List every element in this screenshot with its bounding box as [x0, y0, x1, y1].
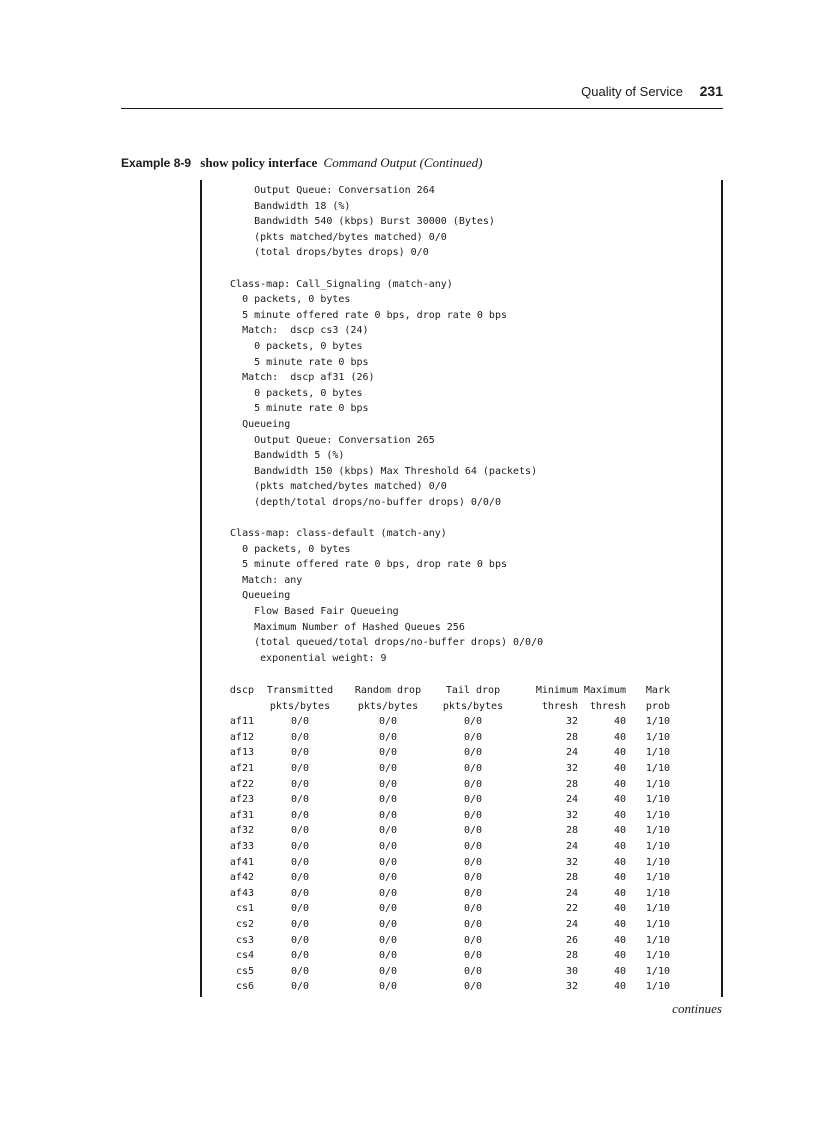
cell-transmitted: 0/0 — [290, 887, 310, 899]
cell-tail-drop: 0/0 — [463, 903, 483, 915]
cell-tail-drop: 0/0 — [463, 965, 483, 977]
code-block-left-rule — [200, 180, 202, 997]
cell-tail-drop: 0/0 — [463, 716, 483, 728]
code-line: Match: dscp cs3 (24) — [218, 325, 369, 337]
example-caption — [121, 155, 482, 171]
col-header-dscp: dscp — [229, 685, 254, 696]
cell-mark-prob: 1/10 — [645, 778, 670, 790]
cell-mark-prob: 1/10 — [645, 716, 670, 728]
code-line: Bandwidth 5 (%) — [218, 450, 345, 462]
col-subheader-maximum: thresh — [589, 700, 626, 712]
cell-dscp: af13 — [229, 747, 254, 759]
cell-max-thresh: 40 — [613, 934, 626, 946]
code-line: 0 packets, 0 bytes — [218, 340, 363, 352]
col-header-random-drop: Random drop — [354, 685, 422, 696]
cell-max-thresh: 40 — [613, 794, 626, 806]
cell-min-thresh: 28 — [565, 731, 578, 743]
cell-random-drop: 0/0 — [378, 887, 398, 899]
table-row — [218, 745, 670, 761]
cell-mark-prob: 1/10 — [645, 731, 670, 743]
code-line: 5 minute offered rate 0 bps, drop rate 0 bps — [218, 559, 507, 571]
cell-mark-prob: 1/10 — [645, 747, 670, 759]
col-header-maximum: Maximum — [583, 685, 626, 696]
col-header-tail-drop: Tail drop — [445, 685, 501, 696]
cell-mark-prob: 1/10 — [645, 903, 670, 915]
cell-tail-drop: 0/0 — [463, 950, 483, 962]
cell-mark-prob: 1/10 — [645, 856, 670, 868]
cell-transmitted: 0/0 — [290, 747, 310, 759]
code-line: Bandwidth 540 (kbps) Burst 30000 (Bytes) — [218, 216, 495, 228]
col-subheader-random-drop: pkts/bytes — [357, 700, 419, 712]
cell-mark-prob: 1/10 — [645, 981, 670, 993]
cell-tail-drop: 0/0 — [463, 762, 483, 774]
cell-dscp: cs1 — [235, 903, 254, 915]
cell-dscp: af43 — [229, 887, 254, 899]
code-line: (pkts matched/bytes matched) 0/0 — [218, 481, 447, 493]
cell-tail-drop: 0/0 — [463, 825, 483, 837]
cell-transmitted: 0/0 — [290, 762, 310, 774]
cell-max-thresh: 40 — [613, 762, 626, 774]
code-line: Flow Based Fair Queueing — [218, 606, 399, 618]
code-line: exponential weight: 9 — [218, 652, 387, 664]
cell-mark-prob: 1/10 — [645, 965, 670, 977]
cell-tail-drop: 0/0 — [463, 887, 483, 899]
page-number: 231 — [699, 83, 723, 99]
cell-dscp: af21 — [229, 762, 254, 774]
cell-max-thresh: 40 — [613, 825, 626, 837]
table-header-row-top — [218, 683, 670, 699]
code-line: (total queued/total drops/no-buffer drops) 0/0/0 — [218, 637, 544, 649]
table-row — [218, 964, 670, 980]
cell-random-drop: 0/0 — [378, 840, 398, 852]
table-row — [218, 933, 670, 949]
cell-transmitted: 0/0 — [290, 794, 310, 806]
code-line: Match: dscp af31 (26) — [218, 372, 375, 384]
code-line: Class-map: Call_Signaling (match-any) — [218, 278, 453, 290]
code-line: Bandwidth 150 (kbps) Max Threshold 64 (packets) — [218, 465, 538, 477]
cell-min-thresh: 24 — [565, 840, 578, 852]
example-command: show policy interface — [200, 155, 318, 170]
cell-random-drop: 0/0 — [378, 716, 398, 728]
cell-mark-prob: 1/10 — [645, 887, 670, 899]
table-row — [218, 917, 670, 933]
cell-max-thresh: 40 — [613, 903, 626, 915]
code-line — [218, 261, 543, 277]
cell-max-thresh: 40 — [613, 840, 626, 852]
cell-transmitted: 0/0 — [290, 903, 310, 915]
cell-dscp: af32 — [229, 825, 254, 837]
cell-transmitted: 0/0 — [290, 934, 310, 946]
cell-tail-drop: 0/0 — [463, 840, 483, 852]
cell-mark-prob: 1/10 — [645, 825, 670, 837]
cell-tail-drop: 0/0 — [463, 809, 483, 821]
cell-max-thresh: 40 — [613, 716, 626, 728]
cell-random-drop: 0/0 — [378, 872, 398, 884]
cell-mark-prob: 1/10 — [645, 794, 670, 806]
cell-mark-prob: 1/10 — [645, 762, 670, 774]
code-line — [218, 510, 543, 526]
example-description: Command Output (Continued) — [323, 155, 483, 170]
cell-max-thresh: 40 — [613, 965, 626, 977]
col-subheader-tail-drop: pkts/bytes — [442, 700, 504, 712]
code-line: 0 packets, 0 bytes — [218, 543, 351, 555]
cell-min-thresh: 24 — [565, 887, 578, 899]
cell-dscp: cs2 — [235, 918, 254, 930]
code-line: (pkts matched/bytes matched) 0/0 — [218, 231, 447, 243]
cell-min-thresh: 28 — [565, 950, 578, 962]
cell-dscp: cs6 — [235, 981, 254, 993]
col-subheader-mark: prob — [645, 700, 670, 712]
code-line: Output Queue: Conversation 265 — [218, 434, 435, 446]
table-row — [218, 886, 670, 902]
table-body — [218, 714, 670, 995]
cell-max-thresh: 40 — [613, 809, 626, 821]
cell-transmitted: 0/0 — [290, 950, 310, 962]
continues-note: continues — [672, 1001, 722, 1016]
col-subheader-dscp — [218, 699, 254, 715]
cell-transmitted: 0/0 — [290, 981, 310, 993]
cell-dscp: af31 — [229, 809, 254, 821]
cell-min-thresh: 24 — [565, 918, 578, 930]
table-row — [218, 948, 670, 964]
code-line: 0 packets, 0 bytes — [218, 294, 351, 306]
table-row — [218, 870, 670, 886]
cell-tail-drop: 0/0 — [463, 981, 483, 993]
cell-random-drop: 0/0 — [378, 747, 398, 759]
col-subheader-transmitted: pkts/bytes — [269, 700, 331, 712]
cell-min-thresh: 32 — [565, 856, 578, 868]
code-line: 5 minute offered rate 0 bps, drop rate 0 bps — [218, 309, 507, 321]
cell-max-thresh: 40 — [613, 872, 626, 884]
cell-dscp: af33 — [229, 840, 254, 852]
cell-dscp: af42 — [229, 872, 254, 884]
cell-tail-drop: 0/0 — [463, 934, 483, 946]
code-line: 5 minute rate 0 bps — [218, 403, 369, 415]
cell-transmitted: 0/0 — [290, 856, 310, 868]
cell-dscp: cs5 — [235, 965, 254, 977]
cell-mark-prob: 1/10 — [645, 872, 670, 884]
cell-mark-prob: 1/10 — [645, 950, 670, 962]
col-subheader-minimum: thresh — [541, 700, 578, 712]
cell-dscp: af23 — [229, 794, 254, 806]
cell-random-drop: 0/0 — [378, 762, 398, 774]
table-row — [218, 808, 670, 824]
code-line: Match: any — [218, 574, 303, 586]
cell-mark-prob: 1/10 — [645, 809, 670, 821]
table-row — [218, 823, 670, 839]
cell-random-drop: 0/0 — [378, 903, 398, 915]
cell-min-thresh: 30 — [565, 965, 578, 977]
code-line: 0 packets, 0 bytes — [218, 387, 363, 399]
running-header — [121, 80, 723, 109]
cell-transmitted: 0/0 — [290, 731, 310, 743]
cell-random-drop: 0/0 — [378, 778, 398, 790]
cell-min-thresh: 32 — [565, 762, 578, 774]
col-header-transmitted: Transmitted — [266, 685, 334, 696]
cell-min-thresh: 28 — [565, 778, 578, 790]
cell-random-drop: 0/0 — [378, 950, 398, 962]
cell-mark-prob: 1/10 — [645, 918, 670, 930]
cell-transmitted: 0/0 — [290, 809, 310, 821]
code-line: Queueing — [218, 418, 291, 430]
cell-min-thresh: 32 — [565, 981, 578, 993]
cell-mark-prob: 1/10 — [645, 934, 670, 946]
cell-min-thresh: 28 — [565, 872, 578, 884]
cell-dscp: af12 — [229, 731, 254, 743]
table-row — [218, 901, 670, 917]
cell-random-drop: 0/0 — [378, 809, 398, 821]
cell-max-thresh: 40 — [613, 747, 626, 759]
running-title: Quality of Service — [581, 84, 683, 99]
cell-max-thresh: 40 — [613, 950, 626, 962]
code-line: (depth/total drops/no-buffer drops) 0/0/0 — [218, 496, 501, 508]
code-line: Bandwidth 18 (%) — [218, 200, 351, 212]
code-line: (total drops/bytes drops) 0/0 — [218, 247, 429, 259]
cell-min-thresh: 22 — [565, 903, 578, 915]
cell-max-thresh: 40 — [613, 887, 626, 899]
cell-min-thresh: 32 — [565, 716, 578, 728]
cell-tail-drop: 0/0 — [463, 778, 483, 790]
cell-tail-drop: 0/0 — [463, 794, 483, 806]
cell-tail-drop: 0/0 — [463, 747, 483, 759]
code-line: Output Queue: Conversation 264 — [218, 185, 435, 196]
cell-max-thresh: 40 — [613, 918, 626, 930]
cell-dscp: af41 — [229, 856, 254, 868]
cell-random-drop: 0/0 — [378, 794, 398, 806]
cell-random-drop: 0/0 — [378, 965, 398, 977]
cell-min-thresh: 24 — [565, 747, 578, 759]
cell-transmitted: 0/0 — [290, 716, 310, 728]
code-block-right-rule — [721, 180, 723, 997]
code-line: 5 minute rate 0 bps — [218, 356, 369, 368]
code-line: Class-map: class-default (match-any) — [218, 528, 447, 540]
cell-min-thresh: 24 — [565, 794, 578, 806]
cell-min-thresh: 26 — [565, 934, 578, 946]
table-row — [218, 777, 670, 793]
col-header-minimum: Minimum — [535, 685, 578, 696]
table-row — [218, 714, 670, 730]
cell-transmitted: 0/0 — [290, 872, 310, 884]
cell-transmitted: 0/0 — [290, 778, 310, 790]
cell-mark-prob: 1/10 — [645, 840, 670, 852]
cell-random-drop: 0/0 — [378, 981, 398, 993]
cell-tail-drop: 0/0 — [463, 918, 483, 930]
table-row — [218, 792, 670, 808]
cell-min-thresh: 32 — [565, 809, 578, 821]
cell-transmitted: 0/0 — [290, 918, 310, 930]
code-line: Maximum Number of Hashed Queues 256 — [218, 621, 465, 633]
cell-tail-drop: 0/0 — [463, 856, 483, 868]
cell-max-thresh: 40 — [613, 778, 626, 790]
cell-random-drop: 0/0 — [378, 731, 398, 743]
dscp-statistics-table — [218, 683, 670, 995]
table-row — [218, 839, 670, 855]
cell-max-thresh: 40 — [613, 981, 626, 993]
table-row — [218, 761, 670, 777]
cell-random-drop: 0/0 — [378, 934, 398, 946]
col-header-mark: Mark — [645, 685, 670, 696]
table-header-row-bottom — [218, 699, 670, 715]
cell-random-drop: 0/0 — [378, 825, 398, 837]
cell-transmitted: 0/0 — [290, 965, 310, 977]
cell-random-drop: 0/0 — [378, 918, 398, 930]
cell-max-thresh: 40 — [613, 856, 626, 868]
code-line: Queueing — [218, 590, 291, 602]
cell-max-thresh: 40 — [613, 731, 626, 743]
cell-transmitted: 0/0 — [290, 840, 310, 852]
table-row — [218, 855, 670, 871]
cell-dscp: cs3 — [235, 934, 254, 946]
table-row — [218, 730, 670, 746]
cell-transmitted: 0/0 — [290, 825, 310, 837]
cell-dscp: af22 — [229, 778, 254, 790]
cell-dscp: cs4 — [235, 950, 254, 962]
cell-dscp: af11 — [229, 716, 254, 728]
cell-random-drop: 0/0 — [378, 856, 398, 868]
cell-tail-drop: 0/0 — [463, 872, 483, 884]
cell-min-thresh: 28 — [565, 825, 578, 837]
cell-tail-drop: 0/0 — [463, 731, 483, 743]
command-output — [218, 183, 543, 666]
table-row — [218, 979, 670, 995]
example-label: Example 8-9 — [121, 156, 192, 170]
